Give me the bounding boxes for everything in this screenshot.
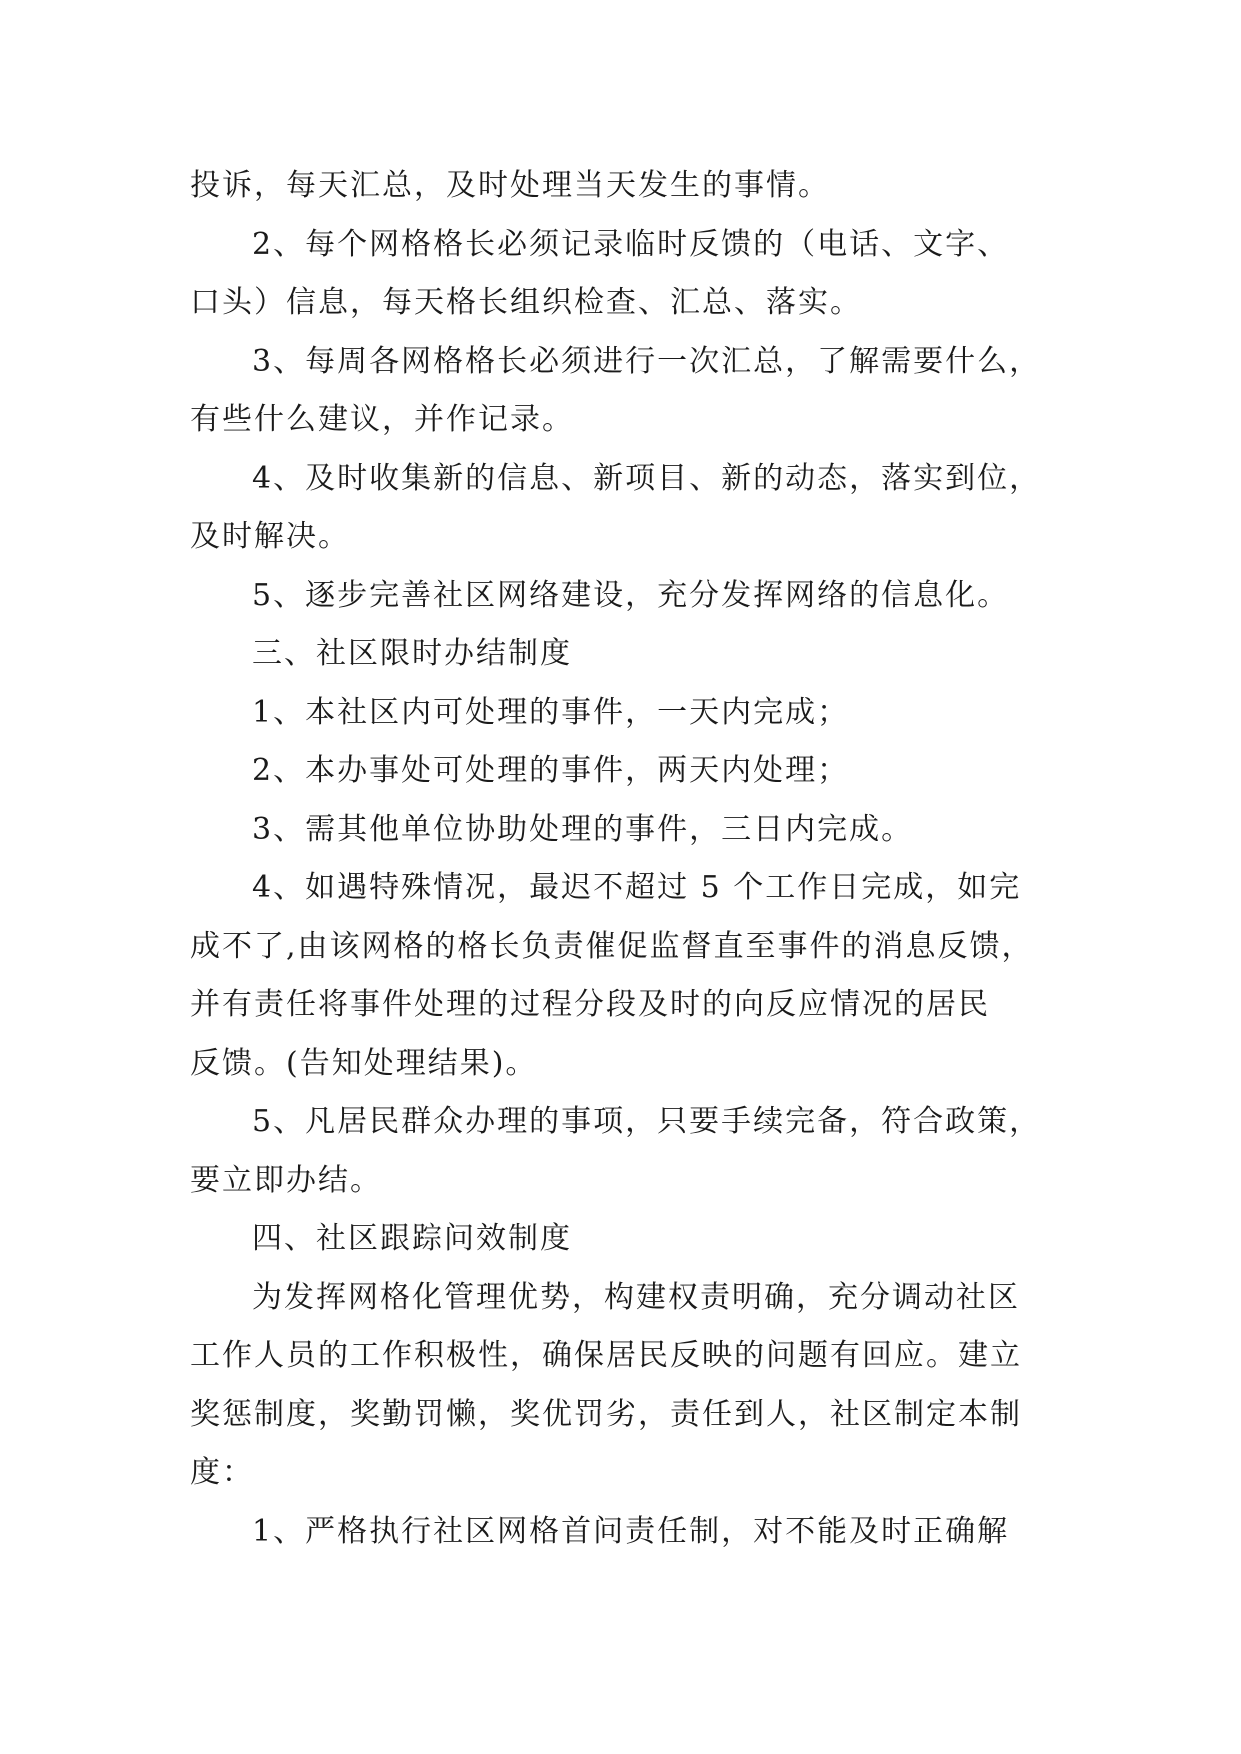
text-line: 5、逐步完善社区网络建设，充分发挥网络的信息化。 [252, 577, 1010, 613]
text-line: 投诉，每天汇总，及时处理当天发生的事情。 [190, 168, 830, 203]
text-line: 度： [190, 1455, 254, 1490]
text-line: 2、每个网格格长必须记录临时反馈的（电话、文字、 [252, 226, 1010, 262]
text-line: 4、及时收集新的信息、新项目、新的动态，落实到位， [252, 460, 1042, 496]
section-heading: 四、社区跟踪问效制度 [252, 1221, 572, 1256]
text-line: 并有责任将事件处理的过程分段及时的向反应情况的居民 [190, 987, 990, 1022]
text-line: 及时解决。 [190, 519, 350, 554]
text-line: 有些什么建议，并作记录。 [190, 402, 574, 437]
text-line: 1、严格执行社区网格首问责任制，对不能及时正确解 [252, 1513, 1010, 1549]
text-line: 反馈。(告知处理结果)。 [190, 1045, 538, 1081]
text-line: 口头）信息，每天格长组织检查、汇总、落实。 [190, 285, 862, 320]
text-line: 1、本社区内可处理的事件，一天内完成； [252, 694, 850, 730]
text-line: 为发挥网格化管理优势，构建权责明确，充分调动社区 [252, 1279, 1020, 1315]
section-heading: 三、社区限时办结制度 [252, 636, 572, 671]
text-line: 要立即办结。 [190, 1162, 382, 1198]
text-line: 3、需其他单位协助处理的事件，三日内完成。 [252, 811, 914, 847]
text-line: 2、本办事处可处理的事件，两天内处理； [252, 753, 850, 788]
text-line: 工作人员的工作积极性，确保居民反映的问题有回应。建立 [190, 1338, 1022, 1373]
document-body [190, 157, 1070, 1561]
text-line: 4、如遇特殊情况，最迟不超过 5 个工作日完成，如完 [252, 870, 1022, 905]
text-line: 成不了,由该网格的格长负责催促监督直至事件的消息反馈， [190, 928, 1034, 964]
text-line: 奖惩制度，奖勤罚懒，奖优罚劣，责任到人，社区制定本制 [190, 1396, 1022, 1432]
text-line: 5、凡居民群众办理的事项，只要手续完备，符合政策， [252, 1104, 1042, 1139]
text-line: 3、每周各网格格长必须进行一次汇总，了解需要什么， [252, 343, 1042, 379]
